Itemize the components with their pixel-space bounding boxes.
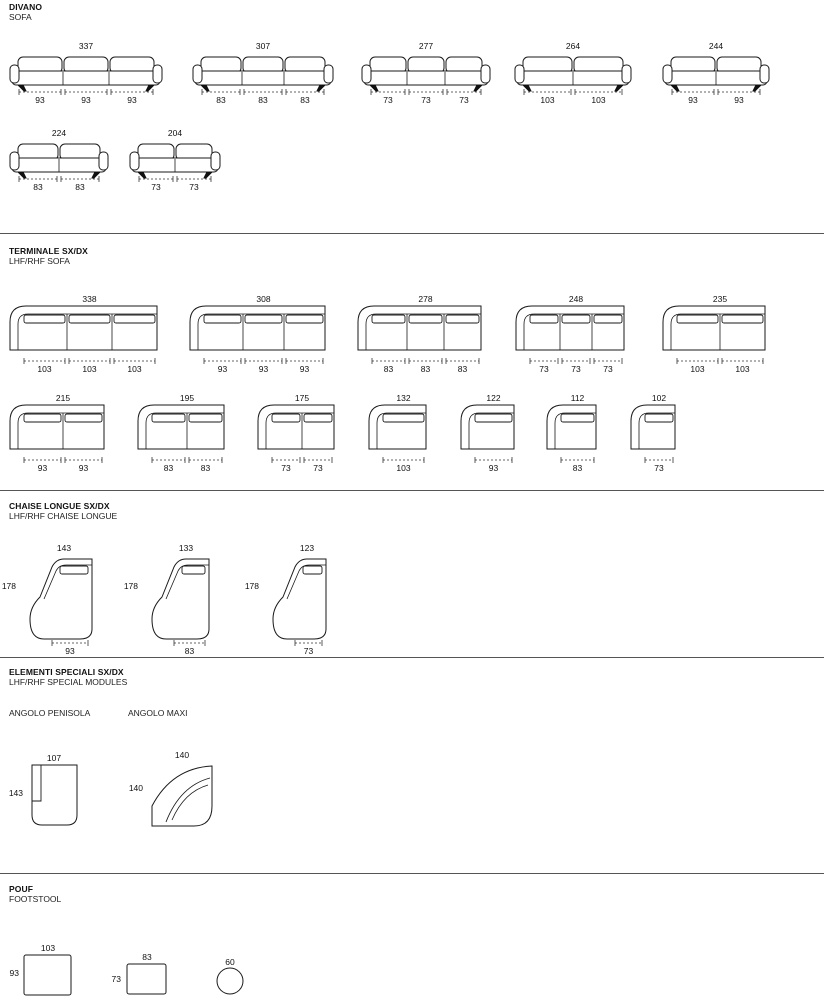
section-title: TERMINALE SX/DX <box>9 246 88 256</box>
module-width-label: 83 <box>163 463 174 473</box>
back-cushion <box>446 315 479 323</box>
module-width-label: 93 <box>488 463 499 473</box>
module-width-label: 83 <box>258 95 268 105</box>
overall-width-label: 308 <box>256 294 271 304</box>
section-subtitle: LHF/RHF CHAISE LONGUE <box>9 511 118 521</box>
module-width-label: 73 <box>603 364 613 374</box>
module-width-label: 83 <box>383 364 394 374</box>
sofa-base <box>364 71 488 85</box>
overall-width-label: 112 <box>570 393 585 403</box>
module-width-label: 73 <box>654 463 664 473</box>
armrest <box>211 152 220 170</box>
module-width-label: 103 <box>540 95 555 105</box>
pouf-round <box>217 957 243 994</box>
overall-width-label: 83 <box>142 952 152 962</box>
overall-width-label: 244 <box>708 41 724 51</box>
overall-width-label: 264 <box>565 41 581 51</box>
sofa-module <box>10 41 162 105</box>
terminal-sofa-module <box>10 294 157 374</box>
back-cushion <box>372 315 405 323</box>
overall-width-label: 143 <box>56 543 72 553</box>
terminal-sofa-module <box>516 294 624 374</box>
back-cushion <box>189 414 222 422</box>
back-cushion <box>69 315 110 323</box>
overall-width-label: 195 <box>179 393 195 403</box>
overall-width-label: 224 <box>51 128 67 138</box>
terminal-sofa-module <box>631 393 675 473</box>
module-width-label: 73 <box>539 364 549 374</box>
back-cushion <box>645 414 673 422</box>
module-width-label: 93 <box>299 364 310 374</box>
back-cushion <box>24 315 65 323</box>
overall-width-label: 103 <box>40 943 56 953</box>
armrest <box>481 65 490 83</box>
overall-width-label: 307 <box>255 41 271 51</box>
module-width-label: 73 <box>281 463 291 473</box>
back-cushion <box>152 414 185 422</box>
terminal-outline <box>547 405 596 449</box>
armrest <box>10 65 19 83</box>
back-cushion <box>383 414 424 422</box>
overall-width-label: 215 <box>55 393 71 403</box>
module-width-label: 73 <box>459 95 469 105</box>
terminal-outline <box>369 405 426 449</box>
module-width-label: 83 <box>216 95 226 105</box>
sofa-module <box>362 41 490 105</box>
back-cushion <box>272 414 300 422</box>
back-cushion <box>245 315 282 323</box>
depth-label: 178 <box>244 581 259 591</box>
pouf-large <box>10 943 71 995</box>
back-cushion <box>24 414 61 422</box>
terminal-outline <box>516 306 624 350</box>
back-cushion <box>182 566 205 574</box>
module-width-label: 83 <box>420 364 431 374</box>
armrest <box>153 65 162 83</box>
module-width-label: 103 <box>690 364 705 374</box>
module-width-label: 73 <box>151 182 161 192</box>
depth-label: 73 <box>111 974 121 984</box>
module-width-label: 103 <box>127 364 142 374</box>
sofa-module <box>10 128 108 192</box>
pouf-outline <box>217 968 243 994</box>
depth-label: 178 <box>1 581 16 591</box>
overall-width-label: 248 <box>568 294 584 304</box>
back-cushion <box>722 315 763 323</box>
section-subtitle: SOFA <box>9 12 32 22</box>
module-width-label: 93 <box>37 463 48 473</box>
module-width-label: 93 <box>258 364 269 374</box>
module-label-angolo-maxi: ANGOLO MAXI <box>128 708 188 718</box>
module-width-label: 103 <box>396 463 411 473</box>
armrest <box>130 152 139 170</box>
module-width-label: 83 <box>33 182 43 192</box>
terminal-outline <box>190 306 325 350</box>
module-width-label: 83 <box>200 463 211 473</box>
module-width-label: 83 <box>300 95 310 105</box>
terminal-sofa-module <box>461 393 514 473</box>
pouf-outline <box>127 964 166 994</box>
back-cushion <box>561 414 594 422</box>
armrest <box>760 65 769 83</box>
maxi-outline <box>152 766 212 826</box>
module-width-label: 93 <box>734 95 744 105</box>
overall-width-label: 337 <box>78 41 94 51</box>
overall-width-label: 132 <box>396 393 411 403</box>
terminal-outline <box>358 306 481 350</box>
terminal-sofa-module <box>663 294 765 374</box>
back-cushion <box>409 315 442 323</box>
back-cushion <box>475 414 512 422</box>
back-cushion <box>594 315 622 323</box>
back-cushion <box>204 315 241 323</box>
sofa-base <box>12 71 160 85</box>
module-width-label: 93 <box>217 364 228 374</box>
module-width-label: 93 <box>81 95 91 105</box>
section-title: ELEMENTI SPECIALI SX/DX <box>9 667 124 677</box>
module-width-label: 73 <box>421 95 431 105</box>
sofa-module <box>193 41 333 105</box>
back-cushion <box>303 566 322 574</box>
terminal-outline <box>631 405 675 449</box>
terminal-sofa-module <box>258 393 334 473</box>
module-width-label: 73 <box>571 364 581 374</box>
depth-label: 178 <box>123 581 138 591</box>
module-width-label: 103 <box>735 364 750 374</box>
sofa-module <box>663 41 769 105</box>
armrest <box>622 65 631 83</box>
terminal-outline <box>10 405 104 449</box>
overall-width-label: 175 <box>294 393 310 403</box>
seat-width-label: 83 <box>184 646 195 656</box>
overall-width-label: 122 <box>486 393 501 403</box>
pouf-outline <box>24 955 71 995</box>
module-width-label: 93 <box>688 95 698 105</box>
armrest <box>362 65 371 83</box>
chaise-longue-module <box>2 543 92 656</box>
armrest <box>99 152 108 170</box>
section-title: CHAISE LONGUE SX/DX <box>9 501 110 511</box>
module-width-label: 83 <box>457 364 468 374</box>
module-width-label: 103 <box>82 364 97 374</box>
overall-width-label: 204 <box>167 128 183 138</box>
overall-width-label: 107 <box>46 753 62 763</box>
armrest <box>193 65 202 83</box>
depth-label: 140 <box>128 783 143 793</box>
diameter-label: 60 <box>225 957 235 967</box>
seat-width-label: 73 <box>303 646 314 656</box>
angolo-penisola-module <box>9 753 77 825</box>
module-width-label: 73 <box>189 182 199 192</box>
armrest <box>10 152 19 170</box>
module-width-label: 73 <box>313 463 323 473</box>
overall-width-label: 338 <box>82 294 97 304</box>
chaise-longue-module <box>245 543 326 656</box>
terminal-sofa-module <box>10 393 104 473</box>
terminal-sofa-module <box>369 393 426 473</box>
armrest <box>663 65 672 83</box>
section-subtitle: LHF/RHF SOFA <box>9 256 70 266</box>
section-subtitle: FOOTSTOOL <box>9 894 62 904</box>
seat-width-label: 93 <box>65 646 75 656</box>
section-title: POUF <box>9 884 34 894</box>
terminal-outline <box>258 405 334 449</box>
overall-width-label: 123 <box>299 543 315 553</box>
overall-width-label: 278 <box>418 294 433 304</box>
module-width-label: 103 <box>591 95 606 105</box>
overall-width-label: 140 <box>174 750 190 760</box>
depth-label: 93 <box>9 968 19 978</box>
pouf-medium <box>112 952 166 994</box>
module-width-label: 103 <box>37 364 52 374</box>
section-title: DIVANO <box>9 2 43 12</box>
module-label-angolo-penisola: ANGOLO PENISOLA <box>9 708 91 718</box>
sofa-module <box>515 41 631 105</box>
overall-width-label: 133 <box>178 543 194 553</box>
angolo-maxi-module <box>129 750 212 826</box>
module-width-label: 93 <box>127 95 137 105</box>
terminal-sofa-module <box>547 393 596 473</box>
back-cushion <box>677 315 718 323</box>
terminal-sofa-module <box>358 294 481 374</box>
back-cushion <box>114 315 155 323</box>
back-cushion <box>304 414 332 422</box>
back-cushion <box>60 566 88 574</box>
module-width-label: 73 <box>383 95 393 105</box>
module-width-label: 83 <box>572 463 583 473</box>
overall-width-label: 235 <box>712 294 728 304</box>
terminal-outline <box>663 306 765 350</box>
depth-label: 143 <box>8 788 23 798</box>
armrest <box>515 65 524 83</box>
back-cushion <box>65 414 102 422</box>
terminal-sofa-module <box>190 294 325 374</box>
terminal-sofa-module <box>138 393 224 473</box>
terminal-outline <box>10 306 157 350</box>
sofa-module <box>130 128 220 192</box>
back-cushion <box>530 315 558 323</box>
sofa-base <box>195 71 331 85</box>
chaise-longue-module <box>124 543 209 656</box>
module-width-label: 93 <box>35 95 45 105</box>
armrest <box>324 65 333 83</box>
terminal-outline <box>138 405 224 449</box>
overall-width-label: 102 <box>651 393 667 403</box>
section-subtitle: LHF/RHF SPECIAL MODULES <box>9 677 128 687</box>
back-cushion <box>562 315 590 323</box>
overall-width-label: 277 <box>418 41 434 51</box>
module-width-label: 83 <box>75 182 85 192</box>
back-cushion <box>286 315 323 323</box>
module-width-label: 93 <box>78 463 89 473</box>
penisola-outline <box>32 765 77 825</box>
